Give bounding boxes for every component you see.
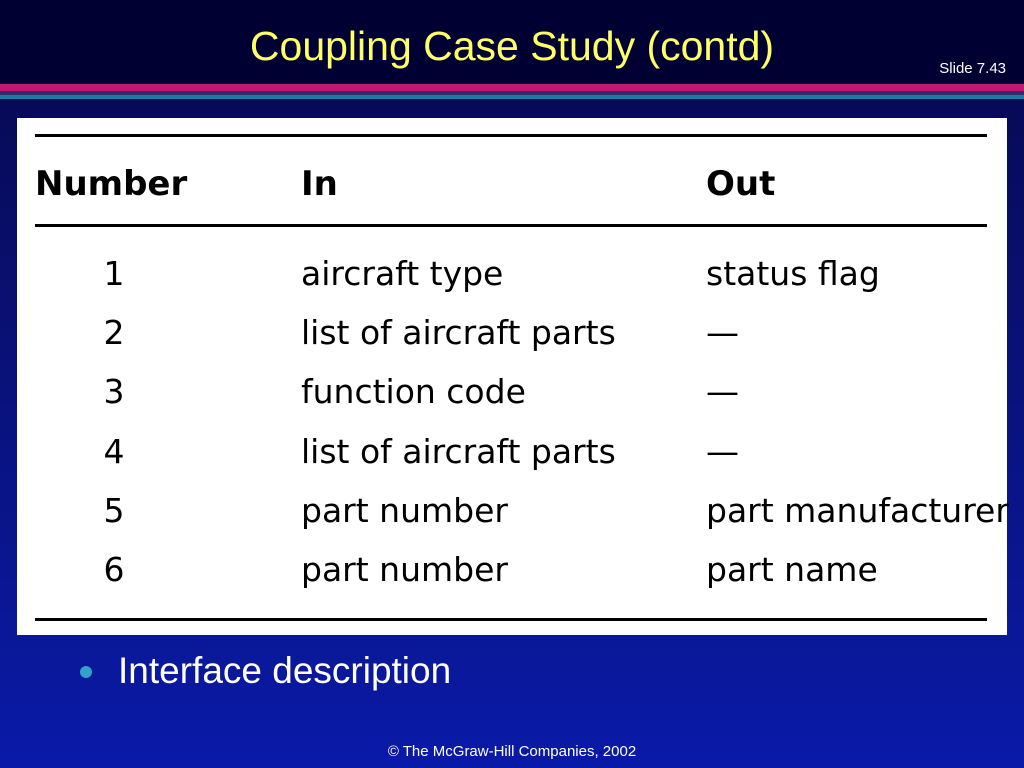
- table-rule-bottom: [35, 618, 987, 621]
- row-4-in: list of aircraft parts: [301, 432, 616, 471]
- bullet-interface-description: Interface description: [118, 650, 452, 691]
- row-5-out: part manufacturer: [706, 491, 1009, 530]
- column-header-in: In: [301, 164, 338, 204]
- row-3-number: 3: [103, 372, 125, 411]
- row-5-number: 5: [103, 491, 125, 530]
- header-stripe-magenta: [0, 84, 1024, 91]
- header-stripe-teal: [0, 95, 1024, 99]
- row-5-in: part number: [301, 491, 508, 530]
- interface-table: [17, 118, 1007, 635]
- row-2-in: list of aircraft parts: [301, 313, 616, 352]
- slide-title: Coupling Case Study (contd): [249, 23, 775, 69]
- column-header-out: Out: [706, 164, 776, 204]
- slide-number: Slide 7.43: [939, 60, 1006, 77]
- copyright-footer: © The McGraw-Hill Companies, 2002: [387, 743, 637, 760]
- row-2-number: 2: [103, 313, 125, 352]
- row-4-out: —: [706, 432, 739, 471]
- row-6-out: part name: [706, 550, 878, 589]
- table-rule-header: [35, 224, 987, 227]
- row-6-number: 6: [103, 550, 125, 589]
- row-1-in: aircraft type: [301, 254, 504, 293]
- row-1-out: status flag: [706, 254, 880, 293]
- row-3-in: function code: [301, 372, 526, 411]
- bullet-dot-icon: [80, 666, 92, 678]
- row-4-number: 4: [103, 432, 125, 471]
- column-header-number: Number: [35, 164, 188, 204]
- row-2-out: —: [706, 313, 739, 352]
- row-1-number: 1: [103, 254, 125, 293]
- row-6-in: part number: [301, 550, 508, 589]
- row-3-out: —: [706, 372, 739, 411]
- table-rule-top: [35, 134, 987, 137]
